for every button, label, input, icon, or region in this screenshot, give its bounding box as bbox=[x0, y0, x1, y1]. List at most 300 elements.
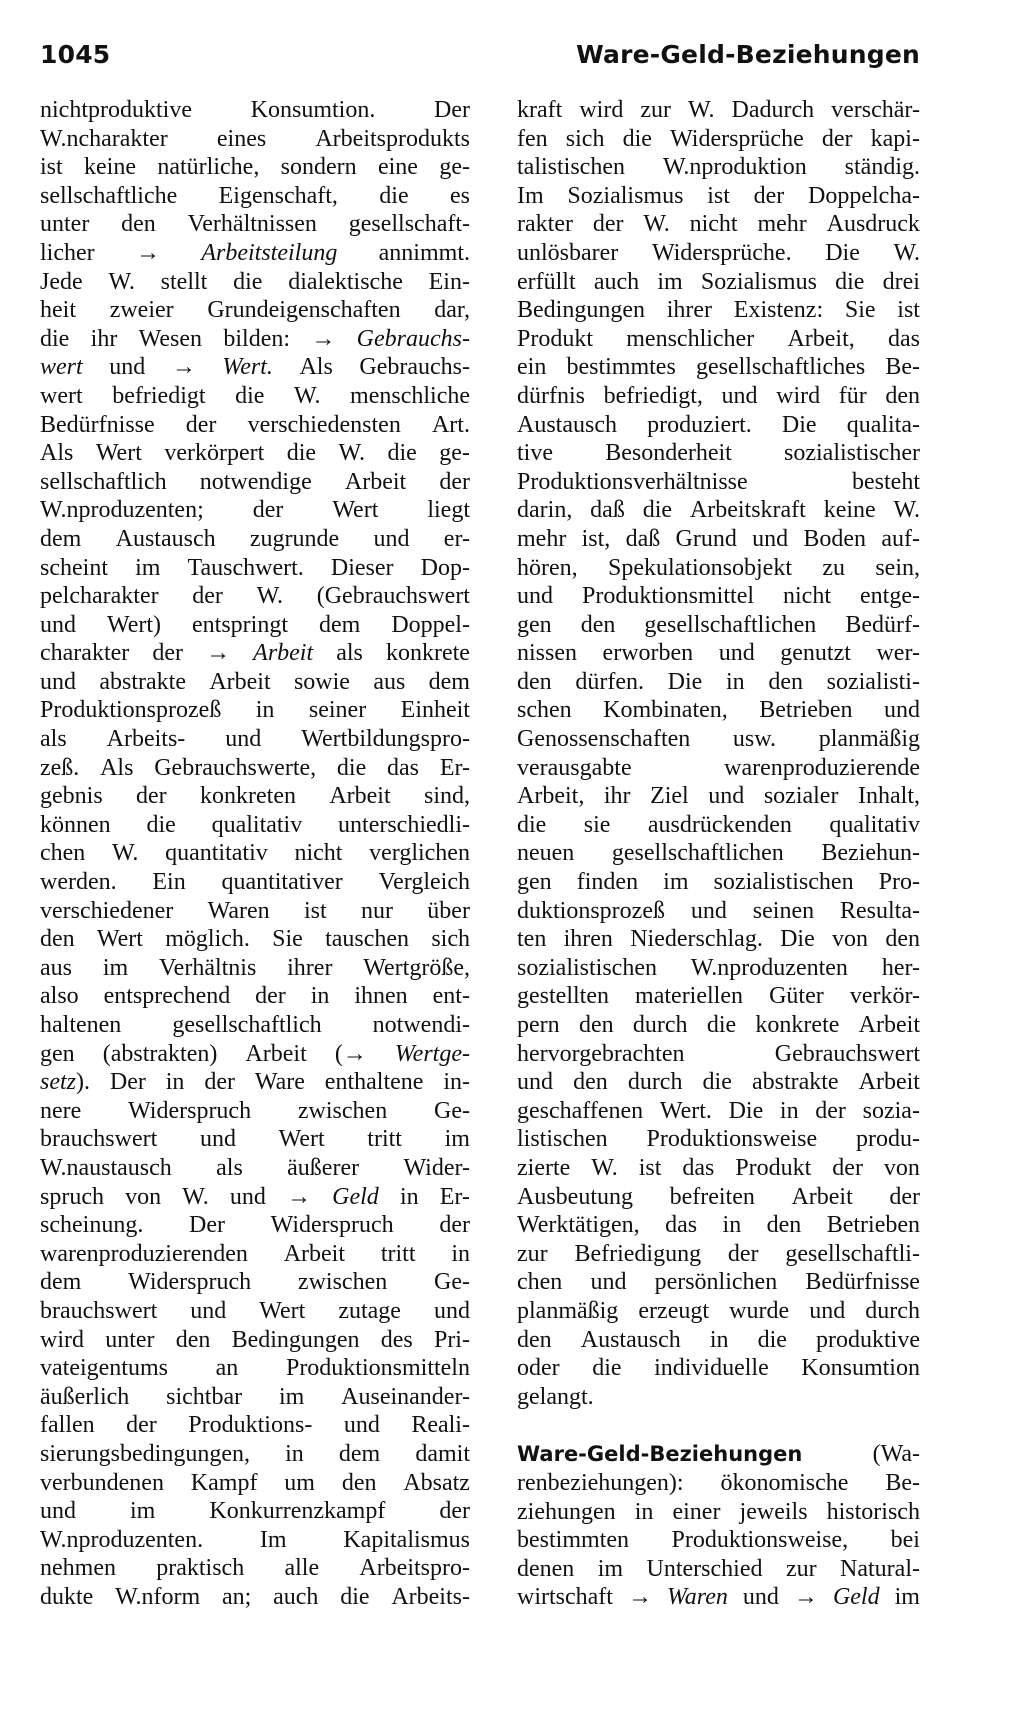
text-run: licher bbox=[40, 239, 95, 266]
text-line bbox=[40, 782, 470, 811]
word bbox=[40, 811, 111, 840]
text-line bbox=[40, 611, 470, 640]
text-run: und bbox=[40, 668, 76, 695]
word bbox=[575, 668, 644, 697]
word bbox=[517, 554, 578, 583]
text-run: nere bbox=[40, 1097, 82, 1124]
text-line bbox=[517, 353, 920, 382]
word bbox=[40, 353, 83, 382]
text-run: Doppel- bbox=[391, 611, 470, 638]
word bbox=[350, 382, 470, 411]
text-line bbox=[40, 1583, 470, 1612]
word bbox=[875, 554, 920, 583]
word bbox=[676, 525, 737, 554]
word bbox=[349, 210, 470, 239]
text-run: sich bbox=[431, 926, 470, 953]
word bbox=[824, 496, 876, 525]
text-run: nicht bbox=[689, 211, 738, 238]
word bbox=[840, 1555, 920, 1584]
word bbox=[40, 897, 173, 926]
word bbox=[517, 296, 645, 325]
text-run: Güter bbox=[769, 983, 824, 1010]
text-line bbox=[517, 1297, 920, 1326]
word bbox=[344, 1411, 380, 1440]
text-run: und bbox=[343, 1412, 380, 1439]
word bbox=[222, 353, 272, 382]
word bbox=[517, 925, 546, 954]
text-run: ge- bbox=[439, 154, 470, 181]
word bbox=[517, 411, 617, 440]
word bbox=[40, 639, 129, 668]
text-run: Arbeit bbox=[344, 468, 407, 495]
word bbox=[248, 411, 401, 440]
text-run: rakter bbox=[517, 211, 573, 238]
text-run: persönlichen bbox=[654, 1269, 778, 1296]
word bbox=[40, 725, 67, 754]
word bbox=[517, 1440, 802, 1469]
text-run: Arbeit bbox=[329, 783, 391, 810]
word bbox=[889, 1183, 920, 1212]
word bbox=[590, 1268, 626, 1297]
text-line bbox=[517, 782, 920, 811]
text-run: Dieser bbox=[330, 554, 394, 581]
text-line bbox=[40, 1011, 470, 1040]
word bbox=[245, 1040, 306, 1069]
word bbox=[103, 954, 128, 983]
text-run: Grundeigenschaften bbox=[207, 297, 401, 324]
text-run: genutzt bbox=[780, 640, 851, 667]
text-run: ent- bbox=[432, 983, 470, 1010]
text-run: Produktionsverhältnisse bbox=[517, 468, 748, 495]
word bbox=[439, 468, 470, 497]
text-run: Widerspruch bbox=[270, 1212, 394, 1239]
word bbox=[863, 1097, 920, 1126]
text-run: Reali- bbox=[411, 1412, 470, 1439]
word bbox=[403, 1154, 470, 1183]
word bbox=[647, 1125, 818, 1154]
text-run: Existenz: bbox=[733, 297, 824, 324]
text-run: konkrete bbox=[755, 1012, 840, 1038]
word bbox=[579, 1011, 614, 1040]
word bbox=[517, 639, 577, 668]
word bbox=[608, 554, 792, 583]
word bbox=[517, 811, 546, 840]
text-run: Widersprüche. bbox=[651, 239, 792, 266]
word bbox=[881, 525, 920, 554]
word bbox=[517, 1183, 633, 1212]
text-run: (abstrakten) bbox=[102, 1040, 218, 1067]
text-run: Der bbox=[434, 97, 470, 123]
word bbox=[287, 1183, 311, 1212]
text-run: → bbox=[627, 1584, 652, 1611]
word bbox=[40, 382, 83, 411]
word bbox=[439, 153, 470, 182]
word bbox=[387, 754, 419, 783]
word bbox=[287, 954, 332, 983]
word bbox=[764, 782, 839, 811]
text-run: Konsumtion bbox=[801, 1355, 920, 1382]
text-run: gebnis bbox=[40, 783, 103, 810]
word bbox=[284, 1469, 315, 1498]
text-run: ihrer bbox=[287, 954, 333, 981]
text-line bbox=[40, 182, 470, 211]
word bbox=[443, 1068, 470, 1097]
word bbox=[626, 525, 661, 554]
text-run: dem bbox=[428, 668, 470, 695]
word bbox=[284, 1240, 345, 1269]
text-line bbox=[517, 868, 920, 897]
text-line bbox=[517, 639, 920, 668]
text-run: dem bbox=[40, 1269, 82, 1296]
text-run: Kapitalismus bbox=[343, 1526, 470, 1553]
text-line bbox=[40, 1240, 470, 1269]
word bbox=[260, 1526, 287, 1555]
text-run: entsprechend bbox=[103, 983, 231, 1010]
word bbox=[429, 668, 470, 697]
word bbox=[517, 839, 574, 868]
cross-reference: Arbeit bbox=[253, 640, 314, 667]
text-run: Verhältnissen bbox=[187, 211, 317, 238]
text-run: dürfnis bbox=[517, 382, 585, 409]
word bbox=[633, 1011, 688, 1040]
text-run: Arbeitskraft bbox=[689, 497, 806, 524]
text-run: zwischen bbox=[297, 1269, 388, 1296]
text-run: Gebrauchswerte, bbox=[154, 754, 317, 781]
text-line bbox=[517, 411, 920, 440]
paragraph-gap bbox=[517, 1411, 920, 1440]
text-run: Eigenschaft, bbox=[218, 182, 338, 209]
text-run: als bbox=[40, 726, 67, 753]
word bbox=[731, 96, 814, 125]
word bbox=[192, 611, 288, 640]
text-run: denen bbox=[517, 1555, 575, 1582]
word bbox=[166, 1383, 242, 1412]
word bbox=[97, 925, 143, 954]
text-run: der bbox=[192, 583, 223, 610]
word bbox=[191, 1469, 258, 1498]
text-run: Be- bbox=[885, 354, 920, 381]
text-run: die bbox=[336, 754, 367, 781]
text-run: zierte bbox=[517, 1154, 571, 1181]
word bbox=[287, 439, 316, 468]
word bbox=[638, 1297, 709, 1326]
text-run: keine bbox=[823, 497, 876, 524]
word bbox=[204, 1068, 235, 1097]
word bbox=[644, 611, 816, 640]
text-run: zutage bbox=[338, 1297, 401, 1324]
text-run: scheint bbox=[40, 554, 108, 581]
text-run: in bbox=[310, 983, 330, 1010]
word bbox=[672, 1498, 720, 1527]
word bbox=[40, 439, 73, 468]
word bbox=[517, 1068, 553, 1097]
word bbox=[40, 153, 63, 182]
word bbox=[767, 1211, 802, 1240]
text-line bbox=[517, 954, 920, 983]
word bbox=[668, 668, 703, 697]
text-run: Bedürf- bbox=[845, 611, 920, 638]
word bbox=[654, 1354, 769, 1383]
text-run: entge- bbox=[860, 583, 920, 610]
word bbox=[40, 1097, 81, 1126]
word bbox=[288, 268, 403, 297]
word bbox=[434, 1268, 470, 1297]
word bbox=[845, 153, 920, 182]
word bbox=[517, 1526, 629, 1555]
word bbox=[164, 439, 264, 468]
word bbox=[517, 96, 562, 125]
text-line bbox=[40, 982, 470, 1011]
text-run: des bbox=[380, 1326, 413, 1353]
text-run: praktisch bbox=[156, 1555, 245, 1582]
word bbox=[311, 982, 330, 1011]
word bbox=[391, 611, 470, 640]
right-text-column bbox=[517, 96, 920, 1612]
text-run: ihren bbox=[563, 926, 613, 953]
text-run: Konkurrenzkampf bbox=[209, 1498, 386, 1525]
text-run: auf- bbox=[881, 525, 920, 552]
word bbox=[647, 1555, 763, 1584]
text-run: der bbox=[126, 1412, 157, 1439]
text-run: Die bbox=[781, 411, 817, 438]
word bbox=[776, 382, 820, 411]
word bbox=[189, 1211, 225, 1240]
text-run: Arbeits- bbox=[391, 1583, 470, 1610]
word bbox=[832, 1154, 863, 1183]
cross-reference: Geld bbox=[332, 1183, 379, 1210]
word bbox=[690, 496, 806, 525]
word bbox=[897, 296, 920, 325]
text-run: ihnen bbox=[354, 983, 408, 1010]
word bbox=[139, 325, 202, 354]
text-line bbox=[517, 96, 920, 125]
word bbox=[40, 525, 81, 554]
text-run: Ein bbox=[152, 869, 186, 896]
text-line bbox=[40, 411, 470, 440]
text-run: heit bbox=[40, 297, 76, 324]
text-run: geschaffenen bbox=[517, 1097, 644, 1124]
text-run: Ausbeutung bbox=[517, 1183, 633, 1210]
text-line bbox=[40, 1183, 470, 1212]
word bbox=[378, 153, 418, 182]
text-run: haltenen bbox=[40, 1012, 122, 1038]
word bbox=[232, 1326, 360, 1355]
word bbox=[839, 382, 867, 411]
text-line bbox=[40, 811, 470, 840]
word bbox=[208, 897, 270, 926]
text-run: dialektische bbox=[288, 268, 403, 295]
text-run: produziert. bbox=[647, 411, 752, 438]
word bbox=[808, 182, 920, 211]
text-run: an bbox=[215, 1355, 239, 1382]
text-run: Bedürfnisse bbox=[40, 411, 155, 438]
word bbox=[121, 210, 156, 239]
text-line bbox=[40, 725, 470, 754]
word bbox=[794, 1583, 818, 1612]
text-line bbox=[40, 525, 470, 554]
word bbox=[190, 1297, 226, 1326]
text-line bbox=[517, 1154, 920, 1183]
text-run: dar, bbox=[434, 297, 470, 324]
word bbox=[40, 954, 72, 983]
word bbox=[301, 725, 470, 754]
text-run: Waren bbox=[207, 897, 270, 924]
word bbox=[594, 268, 639, 297]
word bbox=[827, 210, 920, 239]
word bbox=[780, 925, 815, 954]
text-run: Bedingungen bbox=[517, 297, 645, 324]
word bbox=[434, 1097, 470, 1126]
text-run: den bbox=[121, 211, 156, 238]
text-run: W.nproduzenten. bbox=[40, 1526, 204, 1553]
text-run: in bbox=[285, 1440, 304, 1467]
word bbox=[40, 496, 204, 525]
word bbox=[40, 1211, 143, 1240]
word bbox=[40, 1240, 248, 1269]
word bbox=[517, 268, 576, 297]
word bbox=[115, 1583, 200, 1612]
word bbox=[152, 868, 185, 897]
text-run: befreiten bbox=[669, 1183, 755, 1210]
text-run: unter bbox=[105, 1326, 155, 1353]
word bbox=[209, 1497, 385, 1526]
word bbox=[40, 1040, 75, 1069]
word bbox=[103, 1040, 218, 1069]
text-run: die bbox=[757, 1326, 787, 1353]
text-line bbox=[517, 1097, 920, 1126]
text-line bbox=[40, 96, 470, 125]
word bbox=[40, 296, 76, 325]
word bbox=[639, 1154, 662, 1183]
word bbox=[517, 1383, 594, 1412]
text-run: Der bbox=[109, 1069, 146, 1096]
word bbox=[803, 525, 866, 554]
word bbox=[136, 239, 160, 268]
word bbox=[703, 1068, 732, 1097]
word bbox=[112, 839, 138, 868]
text-run: von bbox=[883, 1154, 920, 1181]
word bbox=[517, 1354, 560, 1383]
text-run: ständig. bbox=[844, 154, 920, 181]
text-line bbox=[517, 1011, 920, 1040]
text-run: ökonomische bbox=[720, 1469, 849, 1496]
word bbox=[230, 1183, 266, 1212]
word bbox=[780, 639, 851, 668]
text-run: Tauschwert. bbox=[187, 554, 304, 581]
text-run: hervorgebrachten bbox=[517, 1040, 685, 1067]
text-run: Arbeit bbox=[209, 668, 271, 695]
text-run: und bbox=[373, 525, 410, 552]
text-run: in bbox=[451, 1240, 470, 1267]
word bbox=[517, 1268, 562, 1297]
text-run: daß bbox=[590, 497, 625, 524]
word bbox=[603, 639, 694, 668]
word bbox=[107, 611, 161, 640]
word bbox=[342, 1469, 377, 1498]
word bbox=[640, 96, 671, 125]
text-run: zu bbox=[822, 554, 845, 581]
text-run: Arbeit bbox=[283, 1240, 346, 1267]
text-run: in bbox=[165, 1069, 185, 1096]
text-run: äußerlich bbox=[40, 1383, 130, 1410]
word bbox=[315, 125, 470, 154]
text-run: verschär- bbox=[831, 97, 920, 123]
word bbox=[517, 611, 552, 640]
word bbox=[858, 782, 920, 811]
word bbox=[840, 897, 920, 926]
word bbox=[885, 353, 920, 382]
text-run: Vergleich bbox=[378, 869, 470, 896]
word bbox=[339, 1440, 380, 1469]
text-run: tritt bbox=[367, 1126, 402, 1153]
text-run: ist bbox=[707, 182, 730, 209]
word bbox=[517, 1040, 684, 1069]
word bbox=[125, 1183, 161, 1212]
word bbox=[670, 1183, 755, 1212]
word bbox=[856, 1125, 920, 1154]
text-run: als bbox=[336, 640, 363, 667]
text-line bbox=[40, 239, 470, 268]
word bbox=[256, 696, 275, 725]
text-line bbox=[517, 125, 920, 154]
text-run: auch bbox=[593, 268, 640, 295]
word bbox=[733, 725, 776, 754]
text-run: der bbox=[753, 182, 785, 209]
word bbox=[429, 268, 470, 297]
text-run: warenproduzierende bbox=[724, 754, 920, 781]
word bbox=[655, 1268, 778, 1297]
text-run: pern bbox=[517, 1012, 560, 1038]
text-run: bilden: bbox=[223, 325, 291, 352]
text-run: Produkt bbox=[735, 1154, 812, 1181]
word bbox=[816, 1326, 920, 1355]
text-run: den bbox=[341, 1469, 377, 1496]
word bbox=[395, 1040, 470, 1069]
text-run: Sie bbox=[272, 926, 303, 953]
text-run: können bbox=[40, 811, 111, 838]
text-run: sozialistischer bbox=[784, 440, 920, 467]
text-run: und bbox=[517, 1069, 553, 1096]
word bbox=[40, 210, 89, 239]
text-line bbox=[517, 1068, 920, 1097]
word bbox=[186, 411, 217, 440]
text-run: unter bbox=[40, 211, 90, 238]
text-run: die bbox=[517, 811, 547, 838]
text-run: mehr bbox=[517, 525, 567, 552]
word bbox=[876, 639, 920, 668]
word bbox=[369, 839, 470, 868]
word bbox=[415, 1440, 470, 1469]
text-run: der bbox=[255, 983, 286, 1010]
text-run: der bbox=[439, 1212, 470, 1239]
word bbox=[885, 925, 920, 954]
text-line bbox=[40, 1526, 470, 1555]
text-run: darin, bbox=[517, 497, 573, 524]
word bbox=[331, 554, 394, 583]
word bbox=[888, 325, 920, 354]
word bbox=[755, 1011, 839, 1040]
text-run: Auseinander- bbox=[341, 1383, 470, 1410]
text-run: im bbox=[597, 1555, 624, 1582]
text-line bbox=[517, 1240, 920, 1269]
word bbox=[784, 439, 920, 468]
text-run: Produkt bbox=[517, 325, 594, 352]
text-run: nicht bbox=[294, 840, 343, 867]
text-line bbox=[40, 925, 470, 954]
text-run: Produktions- bbox=[188, 1412, 313, 1439]
text-line bbox=[517, 982, 920, 1011]
text-line bbox=[40, 554, 470, 583]
